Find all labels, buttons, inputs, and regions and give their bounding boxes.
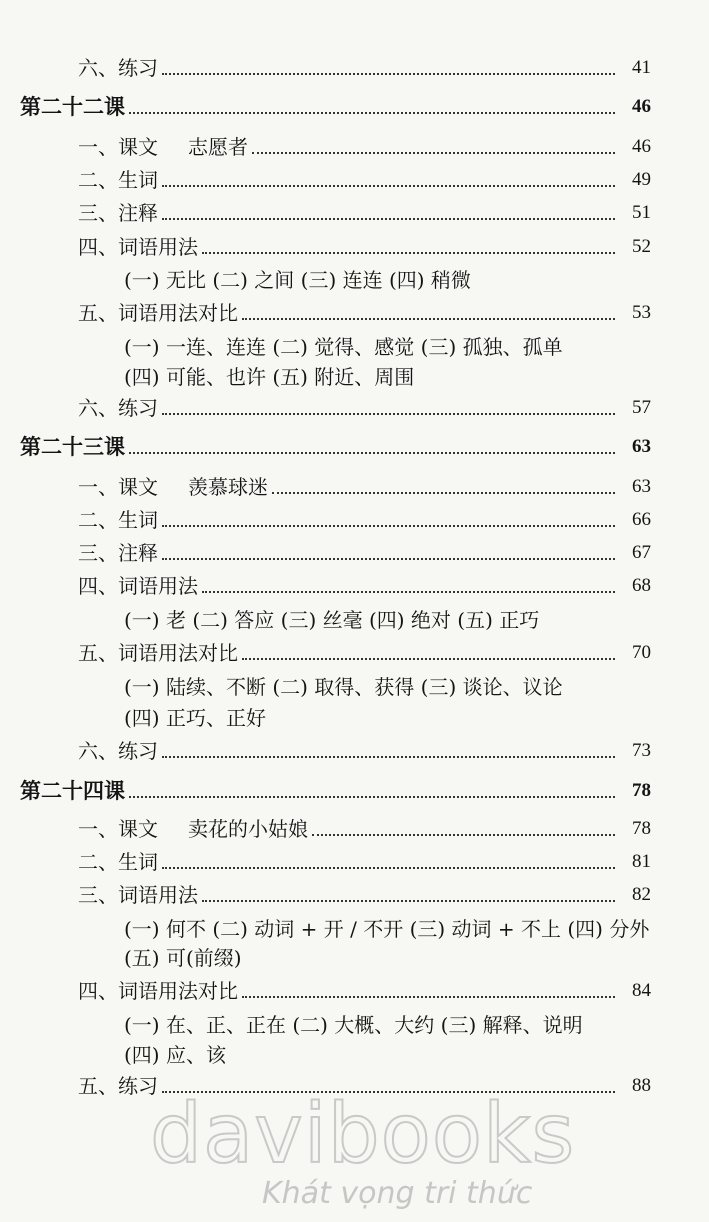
toc-page-number: 46 [632, 96, 651, 117]
dot-leader [162, 525, 615, 527]
toc-entry-l23-notes[interactable] [78, 540, 651, 566]
toc-entry-title: 四、词语用法 [78, 574, 198, 598]
dot-leader [252, 152, 615, 154]
toc-subtopics: (四) 可能、也许 (五) 附近、周围 [124, 365, 415, 389]
toc-page-number: 82 [632, 884, 651, 905]
toc-subtopics: (一) 无比 (二) 之间 (三) 连连 (四) 稍微 [124, 268, 471, 292]
toc-entry-l24-text[interactable] [78, 816, 651, 842]
dot-leader [242, 318, 615, 320]
toc-lesson-24[interactable] [20, 778, 651, 804]
dot-leader [202, 900, 615, 902]
toc-entry-label: 一、课文 [78, 475, 158, 499]
toc-page-number: 67 [632, 542, 651, 563]
toc-page-number: 46 [632, 136, 651, 157]
toc-entry-l23-exercises[interactable] [78, 738, 651, 764]
toc-subtopics: (一) 老 (二) 答应 (三) 丝毫 (四) 绝对 (五) 正巧 [124, 608, 540, 632]
toc-entry-l22-vocab[interactable] [78, 167, 651, 193]
toc-subtopics: (五) 可(前缀) [124, 946, 242, 970]
toc-page-number: 53 [632, 302, 651, 323]
toc-entry-title: 四、词语用法对比 [78, 979, 238, 1003]
dot-leader [162, 218, 615, 220]
toc-lesson-22[interactable] [20, 94, 651, 120]
dot-leader [202, 591, 615, 593]
toc-entry-label: 一、课文 [78, 817, 158, 841]
lesson-title: 第二十二课 [20, 94, 125, 119]
toc-page-number: 78 [632, 818, 651, 839]
toc-page-number: 52 [632, 236, 651, 257]
toc-entry-l24-usage[interactable] [78, 882, 651, 908]
watermark-brand: davibooks [150, 1087, 576, 1182]
dot-leader [162, 73, 615, 75]
toc-entry-subtitle: 志愿者 [188, 135, 248, 159]
toc-page-number: 41 [632, 57, 651, 78]
dot-leader [129, 452, 615, 454]
toc-entry-title: 二、生词 [78, 168, 158, 192]
toc-entry-title: 三、注释 [78, 201, 158, 225]
toc-entry-subtitle: 卖花的小姑娘 [188, 817, 308, 841]
toc-entry-title: 三、词语用法 [78, 883, 198, 907]
toc-entry-l24-vocab[interactable] [78, 849, 651, 875]
toc-entry-title: 二、生词 [78, 508, 158, 532]
toc-page-number: 51 [632, 202, 651, 223]
toc-page-number: 78 [632, 780, 651, 801]
toc-entry-title [78, 816, 308, 842]
toc-entry-l23-vocab[interactable] [78, 507, 651, 533]
dot-leader [162, 185, 615, 187]
dot-leader [242, 996, 615, 998]
toc-page-number: 63 [632, 436, 651, 457]
dot-leader [242, 658, 615, 660]
toc-entry-title: 五、词语用法对比 [78, 301, 238, 325]
toc-entry-l22-compare[interactable] [78, 300, 651, 326]
toc-entry-title: 六、练习 [78, 56, 158, 80]
toc-page-number: 57 [632, 397, 651, 418]
toc-entry-l24-compare[interactable] [78, 978, 651, 1004]
toc-page-number: 84 [632, 980, 651, 1001]
toc-page-number: 81 [632, 851, 651, 872]
toc-entry-l23-text[interactable] [78, 474, 651, 500]
watermark-tagline: Khát vọng tri thức [262, 1176, 533, 1211]
toc-entry-label: 一、课文 [78, 135, 158, 159]
toc-page-number: 73 [632, 740, 651, 761]
toc-page-number: 88 [632, 1075, 651, 1096]
toc-entry-l21-exercises[interactable] [78, 55, 651, 81]
toc-page-number: 63 [632, 476, 651, 497]
dot-leader [312, 834, 615, 836]
dot-leader [162, 756, 615, 758]
toc-page-number: 70 [632, 642, 651, 663]
toc-entry-l22-notes[interactable] [78, 200, 651, 226]
toc-entry-title: 六、练习 [78, 739, 158, 763]
toc-entry-l23-compare[interactable] [78, 640, 651, 666]
dot-leader [162, 558, 615, 560]
toc-lesson-23[interactable] [20, 434, 651, 460]
dot-leader [129, 112, 615, 114]
toc-page-number: 49 [632, 169, 651, 190]
dot-leader [272, 492, 615, 494]
toc-entry-subtitle: 羡慕球迷 [188, 475, 268, 499]
toc-subtopics: (四) 正巧、正好 [124, 706, 266, 730]
toc-subtopics: (一) 何不 (二) 动词 + 开 / 不开 (三) 动词 + 不上 (四) 分外 [124, 917, 650, 941]
toc-entry-title [78, 474, 268, 500]
toc-page-number: 66 [632, 509, 651, 530]
toc-entry-title [78, 134, 248, 160]
lesson-title: 第二十四课 [20, 778, 125, 803]
toc-entry-l23-usage[interactable] [78, 573, 651, 599]
toc-subtopics: (一) 在、正、正在 (二) 大概、大约 (三) 解释、说明 [124, 1013, 583, 1037]
dot-leader [202, 252, 615, 254]
toc-subtopics: (四) 应、该 [124, 1043, 226, 1067]
dot-leader [129, 796, 615, 798]
lesson-title: 第二十三课 [20, 434, 125, 459]
toc-entry-title: 五、练习 [78, 1074, 158, 1098]
toc-page-number: 68 [632, 575, 651, 596]
toc-entry-l22-usage[interactable] [78, 234, 651, 260]
toc-entry-l22-exercises[interactable] [78, 395, 651, 421]
toc-entry-title: 六、练习 [78, 396, 158, 420]
toc-entry-title: 三、注释 [78, 541, 158, 565]
dot-leader [162, 867, 615, 869]
toc-entry-l22-text[interactable] [78, 134, 651, 160]
toc-subtopics: (一) 一连、连连 (二) 觉得、感觉 (三) 孤独、孤单 [124, 335, 563, 359]
dot-leader [162, 413, 615, 415]
toc-subtopics: (一) 陆续、不断 (二) 取得、获得 (三) 谈论、议论 [124, 675, 563, 699]
toc-entry-title: 二、生词 [78, 850, 158, 874]
toc-entry-title: 五、词语用法对比 [78, 641, 238, 665]
toc-entry-title: 四、词语用法 [78, 235, 198, 259]
